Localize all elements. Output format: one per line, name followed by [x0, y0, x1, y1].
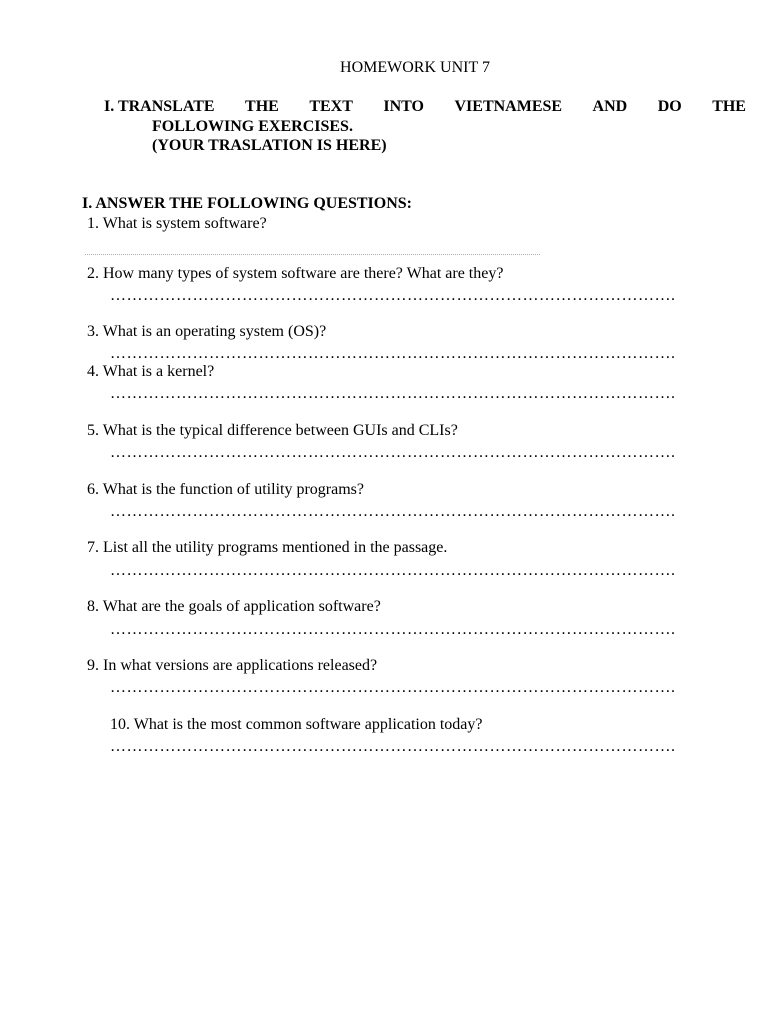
heading-word: I. TRANSLATE [104, 98, 215, 115]
heading-word: DO [657, 98, 682, 115]
answer-line-4[interactable]: …………………………………………………………………………………………. [110, 385, 676, 402]
heading-word: INTO [383, 98, 424, 115]
heading-word: THE [245, 98, 279, 115]
question-5: 5. What is the typical difference between GUIs and CLIs? [87, 422, 458, 439]
section-2-heading: I. ANSWER THE FOLLOWING QUESTIONS: [82, 195, 413, 212]
question-8: 8. What are the goals of application software? [87, 598, 381, 615]
section-1-heading [104, 97, 746, 117]
answer-line-8[interactable]: …………………………………………………………………………………………. [110, 621, 676, 638]
section-1-translation-note: (YOUR TRASLATION IS HERE) [152, 137, 387, 154]
heading-word: TEXT [309, 98, 353, 115]
question-3: 3. What is an operating system (OS)? [87, 323, 327, 340]
question-10: 10. What is the most common software application today? [110, 716, 483, 733]
answer-line-6[interactable]: …………………………………………………………………………………………. [110, 503, 676, 520]
answer-line-10[interactable]: …………………………………………………………………………………………. [110, 738, 676, 755]
heading-word: VIETNAMESE [454, 98, 563, 115]
page-title: HOMEWORK UNIT 7 [340, 59, 490, 76]
heading-word: AND [592, 98, 628, 115]
question-1: 1. What is system software? [87, 215, 267, 232]
question-7: 7. List all the utility programs mentioned in the passage. [87, 539, 448, 556]
heading-word: THE [712, 98, 746, 115]
question-2: 2. How many types of system software are there? What are they? [87, 265, 504, 282]
question-9: 9. In what versions are applications released? [87, 657, 378, 674]
question-4: 4. What is a kernel? [87, 363, 215, 380]
question-6: 6. What is the function of utility programs? [87, 481, 364, 498]
answer-line-2[interactable]: …………………………………………………………………………………………. [110, 287, 676, 304]
answer-line-1[interactable] [85, 244, 540, 255]
answer-line-9[interactable]: …………………………………………………………………………………………. [110, 679, 676, 696]
section-1-heading-line-2: FOLLOWING EXERCISES. [152, 118, 353, 135]
answer-line-3[interactable]: …………………………………………………………………………………………. [110, 345, 676, 362]
answer-line-7[interactable]: …………………………………………………………………………………………. [110, 562, 676, 579]
answer-line-5[interactable]: …………………………………………………………………………………………. [110, 444, 676, 461]
